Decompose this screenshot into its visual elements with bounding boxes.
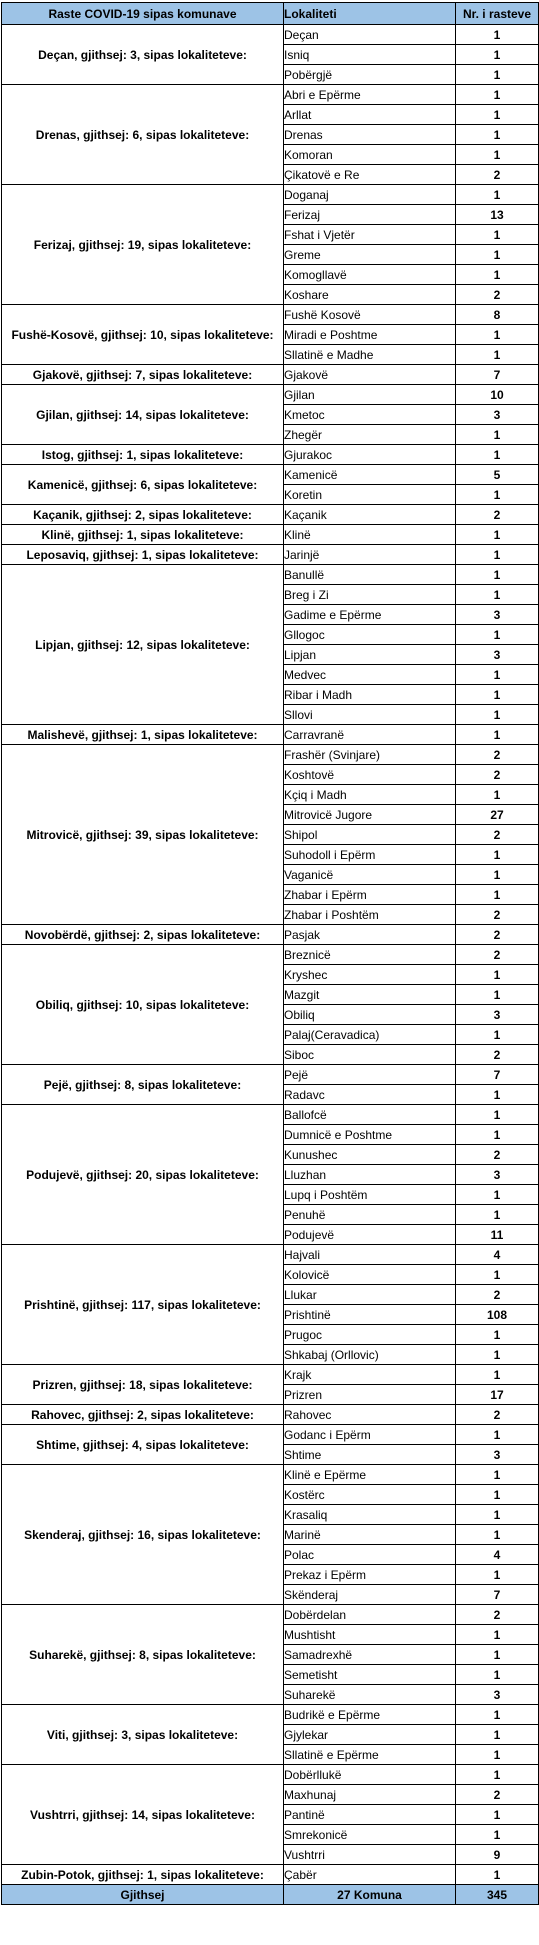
case-count-cell: 1: [456, 1325, 539, 1345]
case-count-cell: 2: [456, 925, 539, 945]
case-count-cell: 1: [456, 1505, 539, 1525]
case-count-cell: 1: [456, 85, 539, 105]
locality-cell: Penuhë: [284, 1205, 456, 1225]
case-count-cell: 2: [456, 1045, 539, 1065]
locality-cell: Isniq: [284, 45, 456, 65]
locality-cell: Lluzhan: [284, 1165, 456, 1185]
municipality-cell: Kamenicë, gjithsej: 6, sipas lokaliteteve:: [2, 465, 284, 505]
table-row: [2, 185, 539, 205]
case-count-cell: 7: [456, 365, 539, 385]
municipality-cell: Vushtrri, gjithsej: 14, sipas lokaliteteve:: [2, 1765, 284, 1865]
table-row: [2, 305, 539, 325]
case-count-cell: 2: [456, 1785, 539, 1805]
locality-cell: Zhabar i Epërm: [284, 885, 456, 905]
table-row: [2, 1405, 539, 1425]
case-count-cell: 1: [456, 1205, 539, 1225]
case-count-cell: 1: [456, 65, 539, 85]
locality-cell: Prishtinë: [284, 1305, 456, 1325]
case-count-cell: 4: [456, 1545, 539, 1565]
table-row: [2, 85, 539, 105]
municipality-cell: Drenas, gjithsej: 6, sipas lokaliteteve:: [2, 85, 284, 185]
locality-cell: Lipjan: [284, 645, 456, 665]
case-count-cell: 2: [456, 1405, 539, 1425]
case-count-cell: 1: [456, 425, 539, 445]
case-count-cell: 1: [456, 105, 539, 125]
locality-cell: Hajvali: [284, 1245, 456, 1265]
municipality-cell: Suharekë, gjithsej: 8, sipas lokaliteteve:: [2, 1605, 284, 1705]
case-count-cell: 1: [456, 845, 539, 865]
case-count-cell: 108: [456, 1305, 539, 1325]
locality-cell: Pasjak: [284, 925, 456, 945]
case-count-cell: 1: [456, 345, 539, 365]
locality-cell: Sllovi: [284, 705, 456, 725]
locality-cell: Fshat i Vjetër: [284, 225, 456, 245]
locality-cell: Sllatinë e Madhe: [284, 345, 456, 365]
locality-cell: Breg i Zi: [284, 585, 456, 605]
case-count-cell: 1: [456, 245, 539, 265]
municipality-cell: Prishtinë, gjithsej: 117, sipas lokaliteteve:: [2, 1245, 284, 1365]
case-count-cell: 1: [456, 705, 539, 725]
locality-cell: Dumnicë e Poshtme: [284, 1125, 456, 1145]
case-count-cell: 5: [456, 465, 539, 485]
locality-cell: Gjurakoc: [284, 445, 456, 465]
case-count-cell: 1: [456, 725, 539, 745]
case-count-cell: 1: [456, 1645, 539, 1665]
municipality-cell: Novobërdë, gjithsej: 2, sipas lokaliteteve:: [2, 925, 284, 945]
locality-cell: Banullë: [284, 565, 456, 585]
count-column-header: Nr. i rasteve: [456, 3, 539, 25]
locality-cell: Obiliq: [284, 1005, 456, 1025]
locality-cell: Komoran: [284, 145, 456, 165]
locality-cell: Kostërc: [284, 1485, 456, 1505]
covid-cases-table: [1, 2, 539, 1905]
locality-cell: Semetisht: [284, 1665, 456, 1685]
municipality-cell: Skenderaj, gjithsej: 16, sipas lokaliteteve:: [2, 1465, 284, 1605]
case-count-cell: 1: [456, 45, 539, 65]
locality-cell: Zhabar i Poshtëm: [284, 905, 456, 925]
case-count-cell: 2: [456, 825, 539, 845]
case-count-cell: 9: [456, 1845, 539, 1865]
locality-cell: Abri e Epërme: [284, 85, 456, 105]
table-body: [2, 25, 539, 1885]
case-count-cell: 1: [456, 1125, 539, 1145]
locality-cell: Palaj(Ceravadica): [284, 1025, 456, 1045]
locality-cell: Ribar i Madh: [284, 685, 456, 705]
municipality-cell: Prizren, gjithsej: 18, sipas lokaliteteve:: [2, 1365, 284, 1405]
locality-cell: Mushtisht: [284, 1625, 456, 1645]
locality-cell: Maxhunaj: [284, 1785, 456, 1805]
case-count-cell: 1: [456, 545, 539, 565]
locality-cell: Ballofcë: [284, 1105, 456, 1125]
case-count-cell: 1: [456, 1485, 539, 1505]
locality-cell: Lupq i Poshtëm: [284, 1185, 456, 1205]
locality-cell: Gjilan: [284, 385, 456, 405]
municipality-cell: Rahovec, gjithsej: 2, sipas lokaliteteve:: [2, 1405, 284, 1425]
locality-cell: Llukar: [284, 1285, 456, 1305]
municipality-cell: Zubin-Potok, gjithsej: 1, sipas lokaliteteve:: [2, 1865, 284, 1885]
table-row: [2, 1425, 539, 1445]
table-row: [2, 945, 539, 965]
locality-cell: Kçiq i Madh: [284, 785, 456, 805]
locality-cell: Gjakovë: [284, 365, 456, 385]
municipality-cell: Obiliq, gjithsej: 10, sipas lokaliteteve:: [2, 945, 284, 1065]
locality-cell: Vaganicë: [284, 865, 456, 885]
case-count-cell: 1: [456, 25, 539, 45]
case-count-cell: 1: [456, 125, 539, 145]
case-count-cell: 13: [456, 205, 539, 225]
table-row: [2, 545, 539, 565]
locality-cell: Frashër (Svinjare): [284, 745, 456, 765]
case-count-cell: 11: [456, 1225, 539, 1245]
locality-cell: Medvec: [284, 665, 456, 685]
case-count-cell: 1: [456, 1565, 539, 1585]
case-count-cell: 1: [456, 1765, 539, 1785]
locality-cell: Budrikë e Epërme: [284, 1705, 456, 1725]
total-count: 345: [456, 1885, 539, 1905]
case-count-cell: 1: [456, 985, 539, 1005]
table-row: [2, 1765, 539, 1785]
case-count-cell: 1: [456, 1085, 539, 1105]
locality-cell: Rahovec: [284, 1405, 456, 1425]
case-count-cell: 1: [456, 1625, 539, 1645]
case-count-cell: 1: [456, 325, 539, 345]
case-count-cell: 1: [456, 665, 539, 685]
municipality-cell: Pejë, gjithsej: 8, sipas lokaliteteve:: [2, 1065, 284, 1105]
locality-cell: Gadime e Epërme: [284, 605, 456, 625]
case-count-cell: 1: [456, 1525, 539, 1545]
table-row: [2, 525, 539, 545]
locality-cell: Koshtovë: [284, 765, 456, 785]
table-row: [2, 1865, 539, 1885]
municipality-cell: Shtime, gjithsej: 4, sipas lokaliteteve:: [2, 1425, 284, 1465]
case-count-cell: 1: [456, 445, 539, 465]
locality-cell: Smrekonicë: [284, 1825, 456, 1845]
locality-cell: Prizren: [284, 1385, 456, 1405]
case-count-cell: 2: [456, 165, 539, 185]
locality-cell: Kolovicë: [284, 1265, 456, 1285]
case-count-cell: 2: [456, 505, 539, 525]
case-count-cell: 3: [456, 1685, 539, 1705]
case-count-cell: 7: [456, 1065, 539, 1085]
locality-cell: Dobërllukë: [284, 1765, 456, 1785]
table-row: [2, 385, 539, 405]
case-count-cell: 2: [456, 945, 539, 965]
case-count-cell: 10: [456, 385, 539, 405]
table-row: [2, 445, 539, 465]
case-count-cell: 1: [456, 525, 539, 545]
locality-column-header: Lokaliteti: [284, 3, 456, 25]
case-count-cell: 1: [456, 885, 539, 905]
locality-cell: Komogllavë: [284, 265, 456, 285]
locality-cell: Kamenicë: [284, 465, 456, 485]
total-row: [2, 1885, 539, 1905]
municipality-cell: Fushë-Kosovë, gjithsej: 10, sipas lokaliteteve:: [2, 305, 284, 365]
case-count-cell: 1: [456, 1705, 539, 1725]
table-row: [2, 1245, 539, 1265]
case-count-cell: 1: [456, 1665, 539, 1685]
case-count-cell: 17: [456, 1385, 539, 1405]
table-row: [2, 1365, 539, 1385]
case-count-cell: 1: [456, 1725, 539, 1745]
municipality-cell: Ferizaj, gjithsej: 19, sipas lokaliteteve:: [2, 185, 284, 305]
locality-cell: Breznicë: [284, 945, 456, 965]
locality-cell: Mazgit: [284, 985, 456, 1005]
case-count-cell: 4: [456, 1245, 539, 1265]
locality-cell: Pejë: [284, 1065, 456, 1085]
locality-cell: Prugoc: [284, 1325, 456, 1345]
table-row: [2, 505, 539, 525]
case-count-cell: 1: [456, 145, 539, 165]
locality-cell: Pobërgjë: [284, 65, 456, 85]
locality-cell: Marinë: [284, 1525, 456, 1545]
locality-cell: Drenas: [284, 125, 456, 145]
locality-cell: Samadrexhë: [284, 1645, 456, 1665]
case-count-cell: 1: [456, 865, 539, 885]
locality-cell: Shkabaj (Orllovic): [284, 1345, 456, 1365]
locality-cell: Mitrovicë Jugore: [284, 805, 456, 825]
municipality-cell: Klinë, gjithsej: 1, sipas lokaliteteve:: [2, 525, 284, 545]
case-count-cell: 1: [456, 225, 539, 245]
table-row: [2, 745, 539, 765]
municipality-cell: Podujevë, gjithsej: 20, sipas lokaliteteve:: [2, 1105, 284, 1245]
case-count-cell: 1: [456, 1465, 539, 1485]
locality-cell: Koretin: [284, 485, 456, 505]
municipality-cell: Kaçanik, gjithsej: 2, sipas lokaliteteve:: [2, 505, 284, 525]
case-count-cell: 3: [456, 405, 539, 425]
locality-cell: Prekaz i Epërm: [284, 1565, 456, 1585]
locality-cell: Fushë Kosovë: [284, 305, 456, 325]
locality-cell: Miradi e Poshtme: [284, 325, 456, 345]
case-count-cell: 2: [456, 285, 539, 305]
locality-cell: Suharekë: [284, 1685, 456, 1705]
case-count-cell: 3: [456, 1005, 539, 1025]
case-count-cell: 1: [456, 565, 539, 585]
case-count-cell: 2: [456, 1605, 539, 1625]
locality-cell: Deçan: [284, 25, 456, 45]
case-count-cell: 1: [456, 1105, 539, 1125]
case-count-cell: 1: [456, 1865, 539, 1885]
case-count-cell: 1: [456, 1745, 539, 1765]
case-count-cell: 3: [456, 1165, 539, 1185]
locality-cell: Kunushec: [284, 1145, 456, 1165]
locality-cell: Doganaj: [284, 185, 456, 205]
case-count-cell: 1: [456, 1805, 539, 1825]
municipality-cell: Istog, gjithsej: 1, sipas lokaliteteve:: [2, 445, 284, 465]
case-count-cell: 1: [456, 625, 539, 645]
table-row: [2, 1465, 539, 1485]
case-count-cell: 1: [456, 785, 539, 805]
locality-cell: Pantinë: [284, 1805, 456, 1825]
locality-cell: Arllat: [284, 105, 456, 125]
locality-cell: Ferizaj: [284, 205, 456, 225]
locality-cell: Gllogoc: [284, 625, 456, 645]
locality-cell: Vushtrri: [284, 1845, 456, 1865]
case-count-cell: 1: [456, 185, 539, 205]
table-row: [2, 1105, 539, 1125]
header-row: [2, 3, 539, 25]
locality-cell: Jarinjë: [284, 545, 456, 565]
municipality-cell: Mitrovicë, gjithsej: 39, sipas lokaliteteve:: [2, 745, 284, 925]
municipality-cell: Leposaviq, gjithsej: 1, sipas lokaliteteve:: [2, 545, 284, 565]
table-row: [2, 1065, 539, 1085]
municipality-cell: Gjakovë, gjithsej: 7, sipas lokaliteteve:: [2, 365, 284, 385]
case-count-cell: 3: [456, 645, 539, 665]
locality-cell: Sllatinë e Epërme: [284, 1745, 456, 1765]
locality-cell: Polac: [284, 1545, 456, 1565]
locality-cell: Kryshec: [284, 965, 456, 985]
locality-cell: Dobërdelan: [284, 1605, 456, 1625]
total-communes: 27 Komuna: [284, 1885, 456, 1905]
locality-cell: Gjylekar: [284, 1725, 456, 1745]
case-count-cell: 27: [456, 805, 539, 825]
case-count-cell: 3: [456, 605, 539, 625]
municipality-cell: Deçan, gjithsej: 3, sipas lokaliteteve:: [2, 25, 284, 85]
municipality-cell: Malishevë, gjithsej: 1, sipas lokaliteteve:: [2, 725, 284, 745]
case-count-cell: 1: [456, 1365, 539, 1385]
locality-cell: Kaçanik: [284, 505, 456, 525]
locality-cell: Krasaliq: [284, 1505, 456, 1525]
municipality-cell: Lipjan, gjithsej: 12, sipas lokaliteteve:: [2, 565, 284, 725]
locality-cell: Greme: [284, 245, 456, 265]
case-count-cell: 1: [456, 485, 539, 505]
locality-cell: Zhegër: [284, 425, 456, 445]
case-count-cell: 2: [456, 765, 539, 785]
table-row: [2, 465, 539, 485]
case-count-cell: 2: [456, 745, 539, 765]
locality-cell: Radavc: [284, 1085, 456, 1105]
locality-cell: Kmetoc: [284, 405, 456, 425]
locality-cell: Çabër: [284, 1865, 456, 1885]
case-count-cell: 2: [456, 905, 539, 925]
case-count-cell: 1: [456, 1825, 539, 1845]
municipality-column-header: Raste COVID-19 sipas komunave: [2, 3, 284, 25]
total-label: Gjithsej: [2, 1885, 284, 1905]
case-count-cell: 1: [456, 585, 539, 605]
municipality-cell: Gjilan, gjithsej: 14, sipas lokaliteteve:: [2, 385, 284, 445]
case-count-cell: 8: [456, 305, 539, 325]
locality-cell: Çikatovë e Re: [284, 165, 456, 185]
locality-cell: Podujevë: [284, 1225, 456, 1245]
locality-cell: Siboc: [284, 1045, 456, 1065]
table-row: [2, 925, 539, 945]
case-count-cell: 1: [456, 1185, 539, 1205]
table-row: [2, 25, 539, 45]
case-count-cell: 1: [456, 1265, 539, 1285]
case-count-cell: 1: [456, 1025, 539, 1045]
case-count-cell: 3: [456, 1445, 539, 1465]
case-count-cell: 7: [456, 1585, 539, 1605]
case-count-cell: 1: [456, 265, 539, 285]
locality-cell: Godanc i Epërm: [284, 1425, 456, 1445]
locality-cell: Krajk: [284, 1365, 456, 1385]
locality-cell: Carravranë: [284, 725, 456, 745]
table-row: [2, 1705, 539, 1725]
locality-cell: Shipol: [284, 825, 456, 845]
table-row: [2, 365, 539, 385]
table-row: [2, 565, 539, 585]
case-count-cell: 1: [456, 965, 539, 985]
case-count-cell: 2: [456, 1145, 539, 1165]
case-count-cell: 2: [456, 1285, 539, 1305]
case-count-cell: 1: [456, 685, 539, 705]
case-count-cell: 1: [456, 1345, 539, 1365]
locality-cell: Suhodoll i Epërm: [284, 845, 456, 865]
locality-cell: Skënderaj: [284, 1585, 456, 1605]
locality-cell: Klinë e Epërme: [284, 1465, 456, 1485]
case-count-cell: 1: [456, 1425, 539, 1445]
table-row: [2, 725, 539, 745]
table-row: [2, 1605, 539, 1625]
municipality-cell: Viti, gjithsej: 3, sipas lokaliteteve:: [2, 1705, 284, 1765]
locality-cell: Klinë: [284, 525, 456, 545]
locality-cell: Koshare: [284, 285, 456, 305]
locality-cell: Shtime: [284, 1445, 456, 1465]
